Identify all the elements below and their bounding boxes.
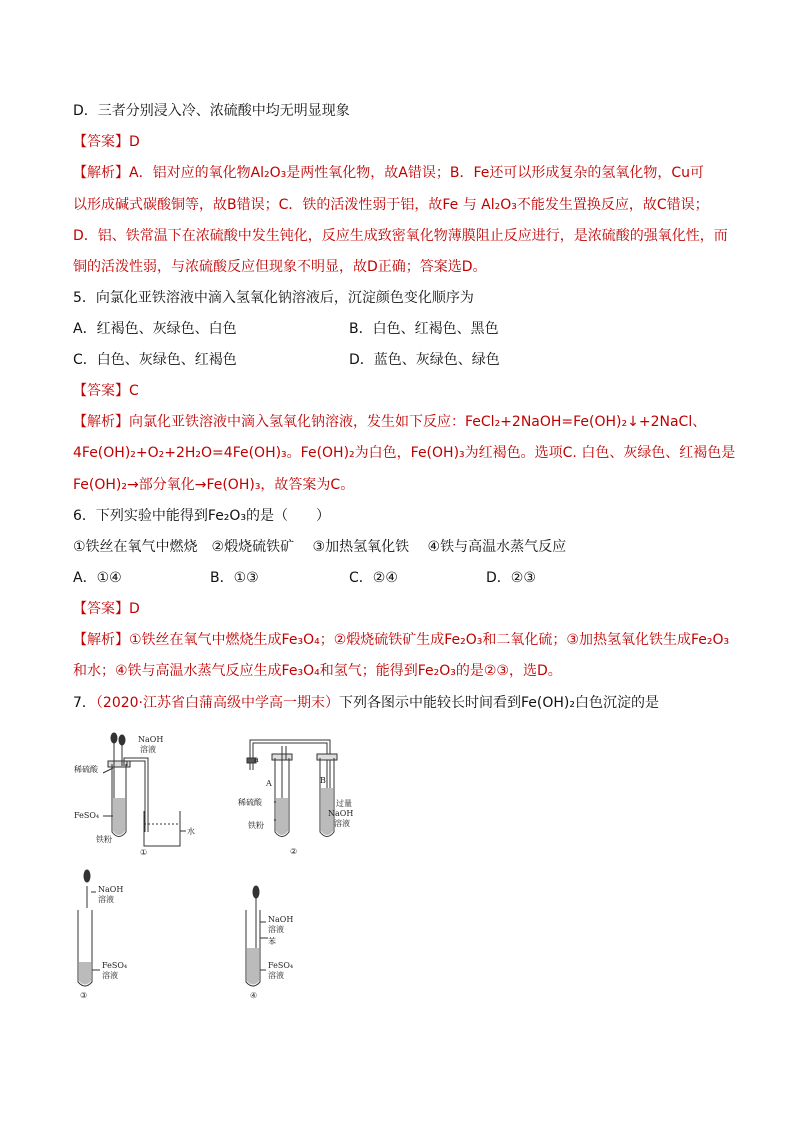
fig4-number: ④ — [250, 991, 258, 1000]
fig3-number: ③ — [80, 991, 88, 1000]
q4-option-d: D．三者分别浸入冷、浓硫酸中均无明显现象 — [73, 103, 350, 119]
fig2-label-naoh: NaOH — [328, 809, 354, 818]
figure-4-apparatus — [234, 866, 374, 1001]
q6-option-a: A．①④ — [73, 570, 122, 586]
q4-answer: 【答案】D — [73, 134, 140, 150]
q7-stem-line — [73, 693, 659, 713]
fig2-label-tube-b: B — [320, 776, 326, 785]
q4-analysis-line-4: 铜的活泼性弱，与浓硫酸反应但现象不明显，故D正确；答案选D。 — [73, 259, 487, 275]
fig2-label-tube-a: A — [266, 779, 272, 788]
q5-option-a: A．红褐色、灰绿色、白色 — [73, 321, 237, 337]
q5-option-b: B．白色、红褐色、黑色 — [349, 321, 499, 337]
figure-2-apparatus — [228, 728, 368, 858]
fig1-label-acid: 稀硫酸 — [74, 765, 98, 774]
q6-items: ①铁丝在氧气中燃烧 ②煅烧硫铁矿 ③加热氢氧化铁 ④铁与高温水蒸气反应 — [73, 539, 567, 555]
q4-analysis-line-2: 以形成碱式碳酸铜等，故B错误；C．铁的活泼性弱于铝，故Fe 与 Al₂O₃不能发生置换反应，故C错误； — [73, 197, 709, 213]
fig4-label-feso4: FeSO₄ — [268, 961, 294, 970]
q6-option-b: B．①③ — [210, 570, 259, 586]
fig2-label-solution: 溶液 — [334, 819, 350, 828]
fig3-label-solution-1: 溶液 — [98, 895, 114, 904]
q7-stem: 下列各图示中能较长时间看到Fe(OH)₂白色沉淀的是 — [339, 695, 659, 711]
q5-answer: 【答案】C — [73, 383, 139, 399]
q5-analysis-line-2: 4Fe(OH)₂+O₂+2H₂O=4Fe(OH)₃。Fe(OH)₂为白色，Fe(OH)₃为红褐色。选项C. 白色、灰绿色、红褐色是 — [73, 445, 736, 461]
fig2-label-iron-powder: 铁粉 — [248, 821, 264, 830]
fig1-label-naoh: NaOH — [138, 735, 164, 744]
fig1-number: ① — [140, 848, 148, 857]
q5-stem: 5．向氯化亚铁溶液中滴入氢氧化钠溶液后，沉淀颜色变化顺序为 — [73, 290, 474, 306]
fig4-label-solution-2: 溶液 — [268, 971, 284, 980]
q4-analysis-line-1: 【解析】A．铝对应的氧化物Al₂O₃是两性氧化物，故A错误；B．Fe还可以形成复杂的氢氧化物，Cu可 — [73, 165, 705, 181]
fig1-label-iron-powder: 铁粉 — [96, 835, 112, 844]
q6-answer: 【答案】D — [73, 601, 140, 617]
fig4-label-benzene: 苯 — [268, 937, 276, 946]
fig1-label-solution: 溶液 — [140, 745, 156, 754]
q5-analysis-line-1: 【解析】向氯化亚铁溶液中滴入氢氧化钠溶液，发生如下反应：FeCl₂+2NaOH=Fe(OH)₂↓+2NaCl、 — [73, 414, 707, 430]
q7-number: 7． — [73, 695, 96, 711]
fig3-label-solution-2: 溶液 — [102, 971, 118, 980]
q6-option-d: D．②③ — [486, 570, 536, 586]
q5-option-c: C．白色、灰绿色、红褐色 — [73, 352, 237, 368]
fig1-label-water: 水 — [187, 827, 195, 836]
q6-option-c: C．②④ — [349, 570, 398, 586]
fig2-number: ② — [290, 847, 298, 856]
q6-stem: 6．下列实验中能得到Fe₂O₃的是（ ） — [73, 508, 331, 524]
fig4-label-naoh: NaOH — [268, 915, 294, 924]
q4-analysis-line-3: D．铝、铁常温下在浓硫酸中发生钝化，反应生成致密氧化物薄膜阻止反应进行，是浓硫酸的强氧化性，而 — [73, 228, 728, 244]
fig2-label-excess: 过量 — [336, 799, 352, 808]
fig4-label-solution-1: 溶液 — [268, 925, 284, 934]
fig1-label-feso4: FeSO₄ — [74, 811, 100, 820]
fig3-label-naoh: NaOH — [98, 885, 124, 894]
q6-analysis-line-1: 【解析】①铁丝在氧气中燃烧生成Fe₃O₄；②煅烧硫铁矿生成Fe₂O₃和二氧化硫；③加热氢氧化铁生成Fe₂O₃ — [73, 632, 730, 648]
fig2-label-clamp-a: a — [254, 755, 259, 764]
figure-1-apparatus — [70, 728, 210, 858]
q5-option-d: D．蓝色、灰绿色、绿色 — [349, 352, 500, 368]
q6-analysis-line-2: 和水；④铁与高温水蒸气反应生成Fe₃O₄和氢气；能得到Fe₂O₃的是②③，选D。 — [73, 663, 562, 679]
q5-analysis-line-3: Fe(OH)₂→部分氧化→Fe(OH)₃，故答案为C。 — [73, 477, 355, 493]
figure-3-apparatus — [70, 866, 210, 1001]
q7-source: （2020·江苏省白蒲高级中学高一期末） — [95, 695, 340, 711]
fig2-label-acid: 稀硫酸 — [238, 798, 262, 807]
fig3-label-feso4: FeSO₄ — [102, 961, 128, 970]
